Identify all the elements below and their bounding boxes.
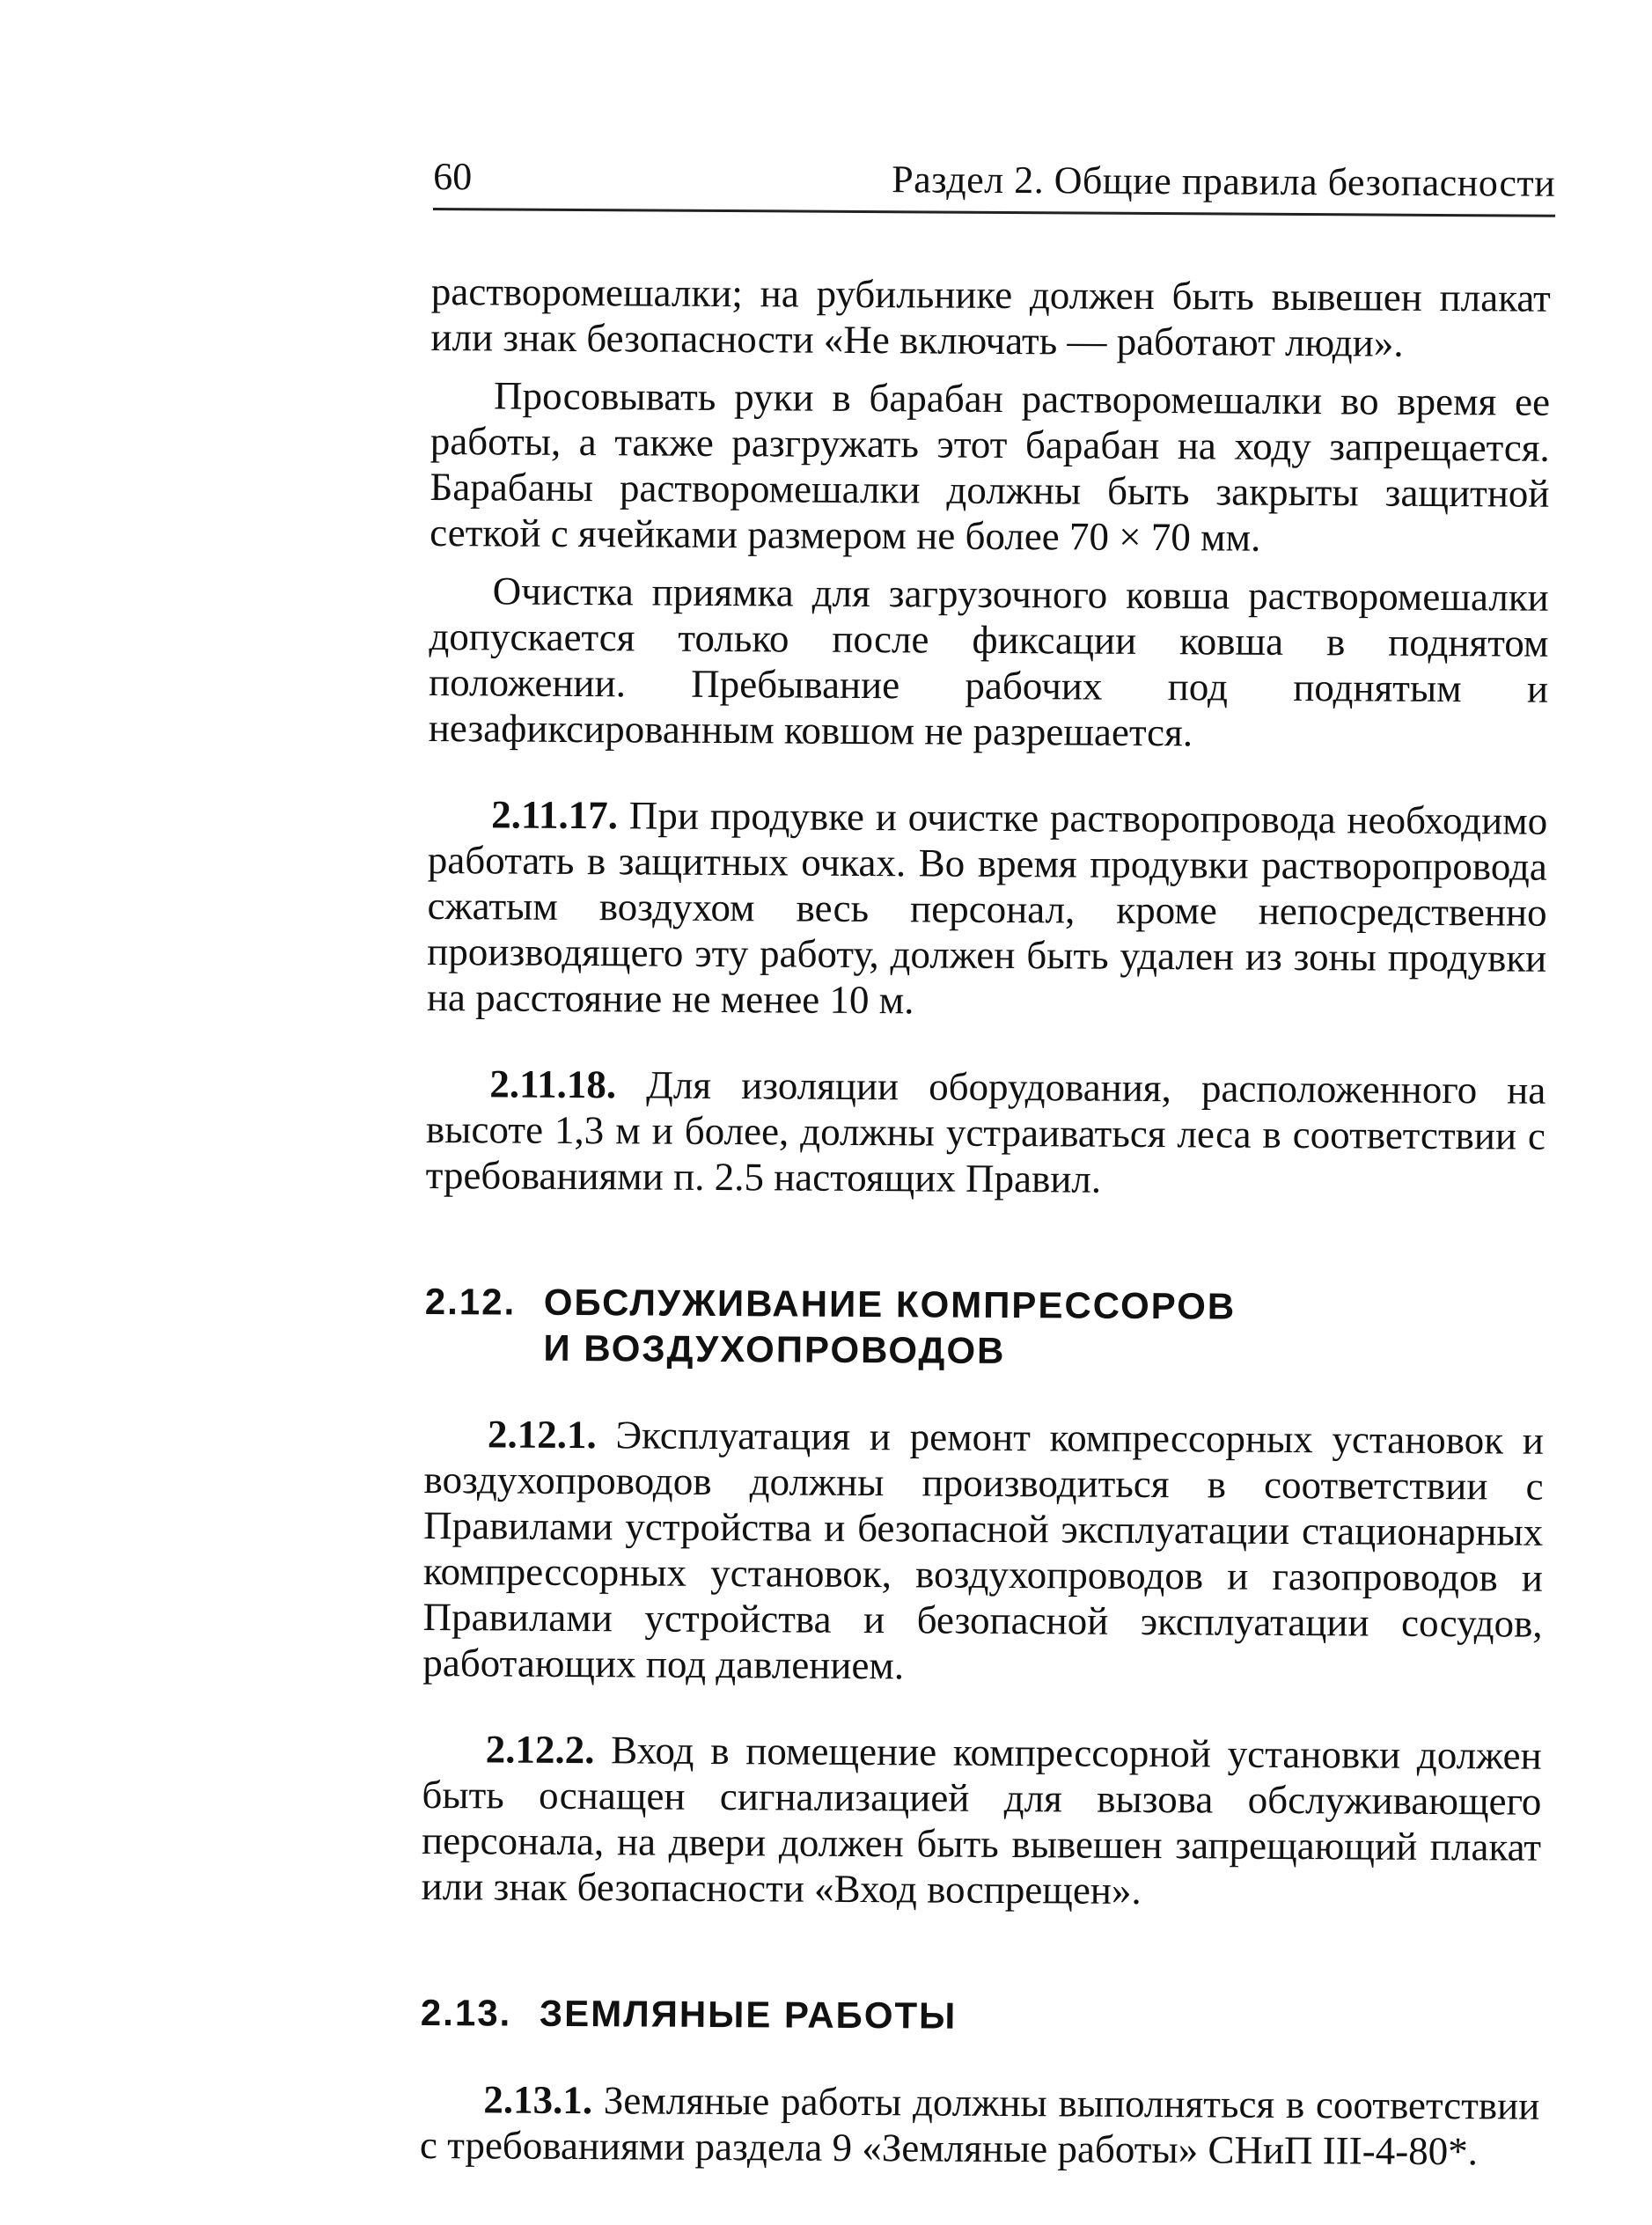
clause-2-13-1 — [420, 2076, 1540, 2175]
clause-text: Вход в помещение компрессорной установки должен быть оснащен сигнализацией для вызова обслуживающего персонала, на двери должен быть вывешен запрещающий плакат или знак безопасности «Вход воспрещен». — [421, 1728, 1542, 1913]
running-title: Раздел 2. Общие правила безопасности — [892, 158, 1556, 205]
clause-2-12-1 — [422, 1411, 1544, 1693]
section-title: ЗЕМЛЯНЫЕ РАБОТЫ — [539, 1992, 958, 2037]
paragraph: Просовывать руки в барабан растворомешалки во время ее работы, а также разгружать этот барабан на ходу запрещается. Барабаны растворомешалки должны быть закрыты защитной сеткой с ячейками размером не более 70 × 70 мм. — [430, 373, 1551, 560]
section-title-line1: ОБСЛУЖИВАНИЕ КОМПРЕССОРОВ — [543, 1281, 1237, 1327]
clause-2-12-2 — [422, 1726, 1542, 1916]
clause-number: 2.11.18. — [489, 1061, 617, 1107]
page-header — [433, 155, 1555, 217]
clause-text: Для изоляции оборудования, расположенного на высоте 1,3 м и более, должны устраиваться леса в соответствии с требованиями п. 2.5 настоящих Правил. — [425, 1062, 1546, 1201]
section-title-line2: И ВОЗДУХОПРОВОДОВ — [543, 1326, 1006, 1372]
paragraph: растворомешалки; на рубильнике должен быть вывешен плакат или знак безопасности «Не включать — работают люди». — [430, 268, 1551, 365]
clause-number: 2.12.2. — [485, 1727, 595, 1773]
clause-text: Эксплуатация и ремонт компрессорных установок и воздухопроводов должны производиться в соответствии с Правилами устройства и безопасной эксплуатации стационарных компрессорных установок, воздухопроводов и газопроводов и Правилами устройства и безопасной эксплуатации сосудов, работающих под давлением. — [422, 1413, 1545, 1688]
section-number: 2.12. — [424, 1280, 517, 1323]
section-heading-2-12 — [424, 1279, 1545, 1377]
paragraph: Очистка приямка для загрузочного ковша растворомешалки допускается только после фиксации ковша в поднятом положении. Пребывание рабочих под поднятым и незафиксированным ковшом не разрешается. — [428, 569, 1549, 755]
clause-text: При продувке и очистке растворопровода необходимо работать в защитных очках. Во время продувки растворопровода сжатым воздухом весь персонал, кроме непосредственно производящего эту работу, должен быть удален из зоны продувки на расстояние не менее 10 м. — [426, 793, 1548, 1023]
section-heading-2-13 — [421, 1990, 1540, 2043]
clause-text: Земляные работы должны выполняться в соответствии с требованиями раздела 9 «Земляные работы» СНиП III-4-80*. — [419, 2078, 1540, 2174]
page-body — [420, 268, 1551, 2175]
clause-number: 2.12.1. — [487, 1412, 597, 1458]
clause-2-11-17 — [427, 791, 1548, 1027]
section-number: 2.13. — [420, 1991, 512, 2034]
page-number: 60 — [433, 155, 473, 199]
clause-2-11-18 — [426, 1061, 1546, 1205]
clause-number: 2.11.17. — [491, 792, 619, 838]
clause-number: 2.13.1. — [483, 2077, 593, 2123]
